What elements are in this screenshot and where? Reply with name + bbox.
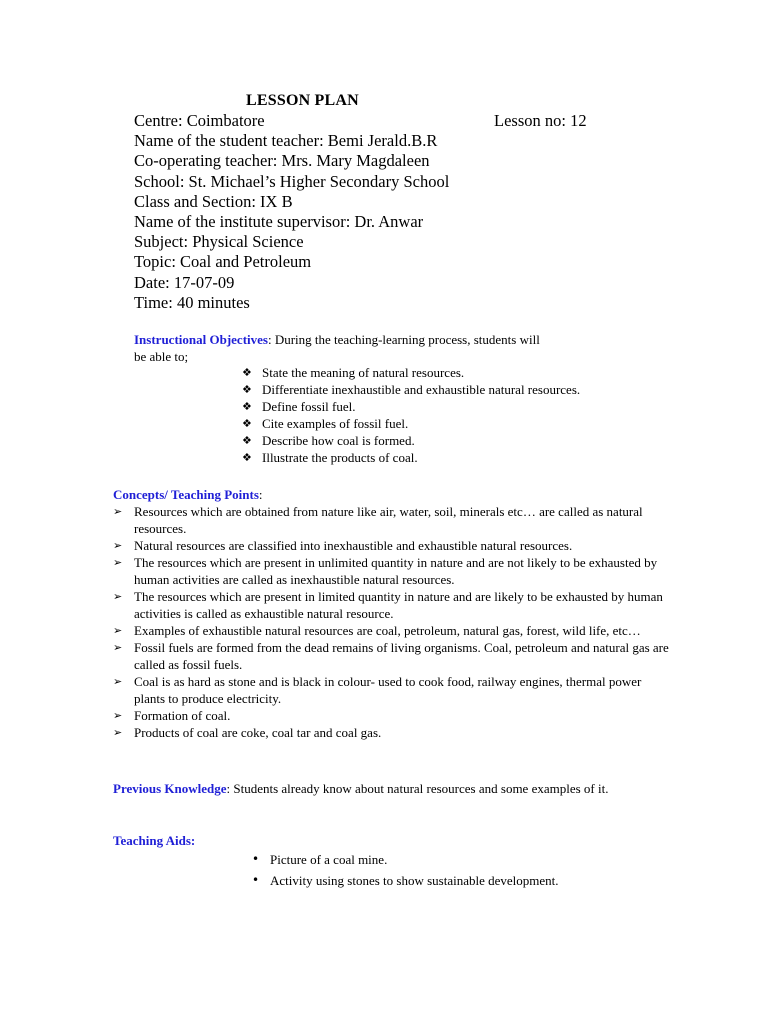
objective-text: Cite examples of fossil fuel. [262, 416, 409, 431]
teaching-aids-heading: Teaching Aids: [113, 833, 196, 848]
lesson-number: Lesson no: 12 [494, 111, 587, 130]
concept-text: The resources which are present in unlimited quantity in nature and are not likely to be exhausted by human activities are called as inexhaustible natural resources. [134, 555, 658, 587]
list-item [240, 398, 710, 415]
diamond-bullet-icon: ❖ [242, 383, 252, 396]
diamond-bullet-icon: ❖ [242, 451, 252, 464]
concepts-list [113, 503, 673, 741]
list-item [113, 724, 673, 741]
arrow-bullet-icon: ➢ [113, 624, 123, 637]
school-line: School: St. Michael’s Higher Secondary School [134, 171, 450, 191]
objective-text: Describe how coal is formed. [262, 433, 415, 448]
objective-text: State the meaning of natural resources. [262, 365, 465, 380]
list-item [240, 432, 710, 449]
arrow-bullet-icon: ➢ [113, 590, 123, 603]
objective-text: Define fossil fuel. [262, 399, 356, 414]
list-item [240, 449, 710, 466]
teaching-aid-text: Activity using stones to show sustainable development. [270, 873, 559, 888]
diamond-bullet-icon: ❖ [242, 417, 252, 430]
arrow-bullet-icon: ➢ [113, 505, 123, 518]
teaching-aids-heading-line [113, 832, 195, 849]
teaching-aid-text: Picture of a coal mine. [270, 852, 388, 867]
student-teacher-line: Name of the student teacher: Bemi Jerald.B.R [134, 131, 438, 151]
arrow-bullet-icon: ➢ [113, 726, 123, 739]
date-line: Date: 17-07-09 [134, 272, 235, 292]
concepts-colon: : [258, 487, 263, 502]
objectives-intro [134, 331, 554, 365]
concept-text: Resources which are obtained from nature like air, water, soil, minerals etc… are called as natural resources. [134, 504, 643, 536]
list-item [240, 364, 710, 381]
concept-text: Products of coal are coke, coal tar and coal gas. [134, 725, 382, 740]
arrow-bullet-icon: ➢ [113, 556, 123, 569]
cooperating-teacher-line: Co-operating teacher: Mrs. Mary Magdaleen [134, 151, 430, 171]
subject-line: Subject: Physical Science [134, 232, 304, 252]
objective-text: Differentiate inexhaustible and exhaustible natural resources. [262, 382, 581, 397]
diamond-bullet-icon: ❖ [242, 400, 252, 413]
concept-text: Formation of coal. [134, 708, 231, 723]
list-item [252, 849, 672, 870]
list-item [240, 415, 710, 432]
concept-text: Fossil fuels are formed from the dead remains of living organisms. Coal, petroleum and natural gas are called as fossil fuels. [134, 640, 669, 672]
objectives-list [240, 364, 710, 466]
page-title: LESSON PLAN [246, 92, 359, 109]
objectives-heading: Instructional Objectives [134, 332, 268, 347]
list-item [252, 870, 672, 891]
class-section-line: Class and Section: IX B [134, 191, 293, 211]
list-item [113, 622, 673, 639]
list-item [113, 588, 673, 622]
dot-bullet-icon: • [252, 852, 260, 866]
list-item [240, 381, 710, 398]
list-item [113, 707, 673, 724]
concepts-heading-line [113, 486, 263, 503]
arrow-bullet-icon: ➢ [113, 675, 123, 688]
dot-bullet-icon: • [252, 873, 260, 887]
arrow-bullet-icon: ➢ [113, 709, 123, 722]
list-item [113, 537, 673, 554]
concept-text: Examples of exhaustible natural resources are coal, petroleum, natural gas, forest, wild life, etc… [134, 623, 641, 638]
arrow-bullet-icon: ➢ [113, 539, 123, 552]
topic-line: Topic: Coal and Petroleum [134, 252, 312, 272]
supervisor-line: Name of the institute supervisor: Dr. Anwar [134, 212, 424, 232]
list-item [113, 503, 673, 537]
time-line: Time: 40 minutes [134, 292, 250, 312]
previous-knowledge [113, 780, 673, 797]
concept-text: Coal is as hard as stone and is black in colour- used to cook food, railway engines, thermal power plants to produce electricity. [134, 674, 642, 706]
list-item [113, 673, 673, 707]
objective-text: Illustrate the products of coal. [262, 450, 418, 465]
concept-text: Natural resources are classified into inexhaustible and exhaustible natural resources. [134, 538, 573, 553]
diamond-bullet-icon: ❖ [242, 434, 252, 447]
previous-knowledge-heading: Previous Knowledge [113, 781, 227, 796]
arrow-bullet-icon: ➢ [113, 641, 123, 654]
teaching-aids-list [252, 849, 672, 891]
lesson-header [134, 111, 634, 313]
concept-text: The resources which are present in limited quantity in nature and are likely to be exhausted by human activities is called as exhaustible natural resource. [134, 589, 663, 621]
objectives-intro-text: : During the teaching-learning process, students will be able to; [134, 332, 540, 364]
list-item [113, 554, 673, 588]
centre-line: Centre: Coimbatore [134, 111, 265, 130]
diamond-bullet-icon: ❖ [242, 366, 252, 379]
list-item [113, 639, 673, 673]
previous-knowledge-text: : Students already know about natural resources and some examples of it. [226, 781, 609, 796]
concepts-heading: Concepts/ Teaching Points [113, 487, 259, 502]
